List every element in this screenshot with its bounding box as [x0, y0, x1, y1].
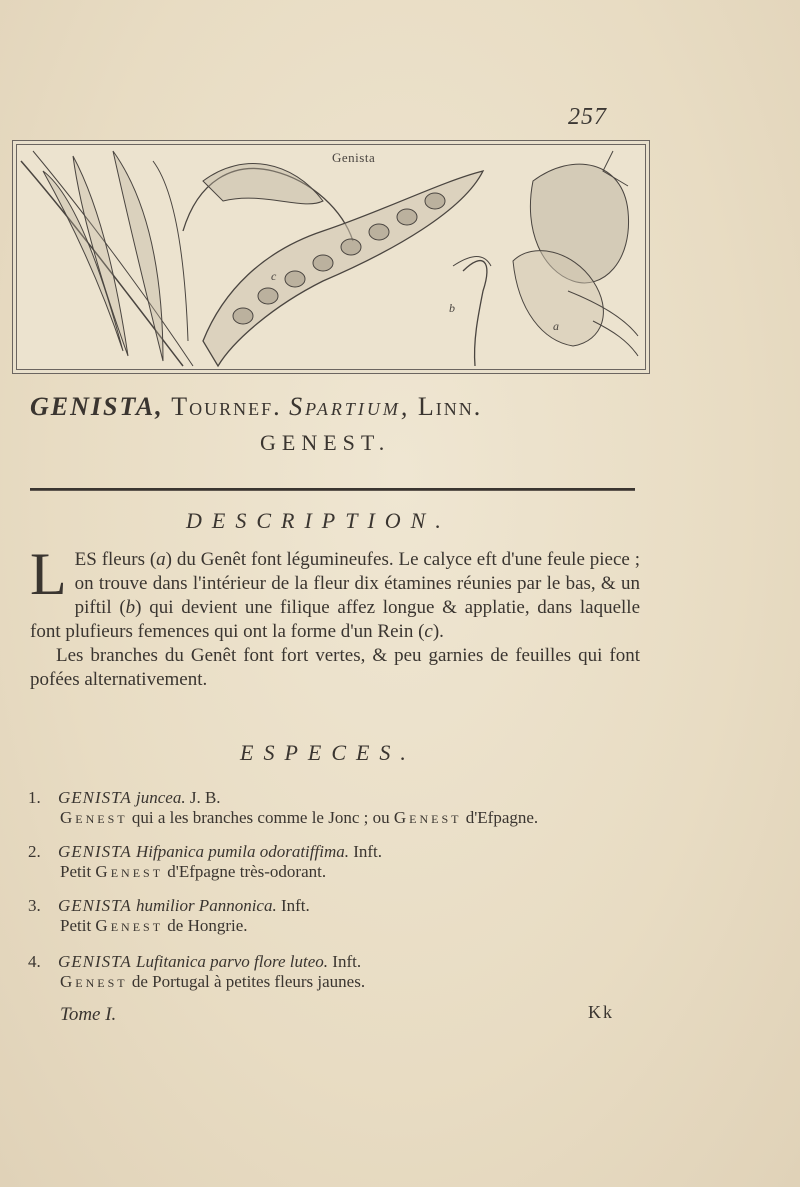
species-common-name: de Portugal à petites fleurs jaunes. [131, 972, 366, 991]
desc-text-1: ES fleurs ( [74, 549, 157, 570]
species-item-2 [28, 842, 648, 882]
species-epithet: Lufitanica parvo flore luteo. [136, 952, 329, 971]
desc-text-2: ) du Genêt font légumineufes. Le calyce eft d'une feule piece ; on trouve dans l'intérieur de la fleur dix étamines réunies par le bas, & un piftil ( [74, 549, 640, 618]
desc-text-4: ). [432, 621, 444, 642]
description-paragraph-2: Les branches du Genêt font fort vertes, & peu garnies de feuilles qui font pofées alternativement. [30, 645, 640, 690]
species-genus: GENISTA [58, 952, 132, 971]
species-number: 1. [28, 788, 41, 807]
description-text [30, 541, 640, 692]
desc-ref-a: a [156, 549, 166, 570]
species-common-tail: d'Efpagne. [465, 808, 539, 827]
species-reference: J. B. [189, 788, 221, 807]
species-common-genest: Genest [95, 862, 164, 881]
page-title [30, 392, 770, 422]
species-reference: Inft. [332, 952, 362, 971]
species-common-prefix: Petit [60, 862, 92, 881]
plate-caption: Genista [332, 150, 376, 165]
species-epithet: juncea. [136, 788, 186, 807]
plate-label-a: a [553, 319, 559, 333]
species-item-4 [28, 952, 648, 992]
species-common-name: de Hongrie. [167, 916, 248, 935]
genus-name: GENISTA, [30, 392, 164, 421]
author-tournefort: Tournef. [171, 392, 282, 421]
species-number: 2. [28, 842, 41, 861]
botanical-plate [12, 140, 650, 374]
plate-illustration [13, 141, 649, 373]
desc-ref-b: b [125, 597, 136, 618]
species-common-genest-2: Genest [393, 808, 462, 827]
species-number: 4. [28, 952, 41, 971]
page-number: 257 [568, 104, 607, 130]
plate-label-c: c [271, 269, 277, 283]
author-linnaeus: Linn. [417, 392, 483, 421]
species-epithet: Hifpanica pumila odoratiffima. [136, 842, 349, 861]
species-reference: Inft. [280, 896, 310, 915]
species-common-prefix: Petit [60, 916, 92, 935]
species-genus: GENISTA [58, 896, 132, 915]
drop-cap: L [30, 541, 67, 607]
species-common-genest: Genest [60, 972, 128, 991]
species-common-name: d'Efpagne très-odorant. [167, 862, 327, 881]
species-item-3 [28, 896, 648, 936]
description-title: DESCRIPTION. [186, 508, 451, 533]
species-reference: Inft. [353, 842, 383, 861]
species-number: 3. [28, 896, 41, 915]
species-common-genest: Genest [60, 808, 128, 827]
common-name: GENEST. [260, 430, 391, 455]
tome-label: Tome I. [60, 1004, 117, 1025]
desc-ref-c: c [424, 621, 433, 642]
species-item-1 [28, 788, 648, 828]
plate-label-b: b [449, 301, 455, 315]
species-genus: GENISTA [58, 788, 132, 807]
species-common-genest: Genest [95, 916, 164, 935]
especes-title: ESPECES. [240, 740, 416, 765]
desc-text-3: ) qui devient une filique affez longue & applatie, dans laquelle font plufieurs femences qui ont la forme d'un Rein ( [30, 597, 640, 642]
species-epithet: humilior Pannonica. [136, 896, 277, 915]
species-common-name: qui a les branches comme le Jonc ; ou [131, 808, 390, 827]
species-genus: GENISTA [58, 842, 132, 861]
divider-rule [30, 488, 635, 491]
signature-mark: Kk [588, 1002, 614, 1022]
synonym-spartium: Spartium, [289, 392, 411, 421]
